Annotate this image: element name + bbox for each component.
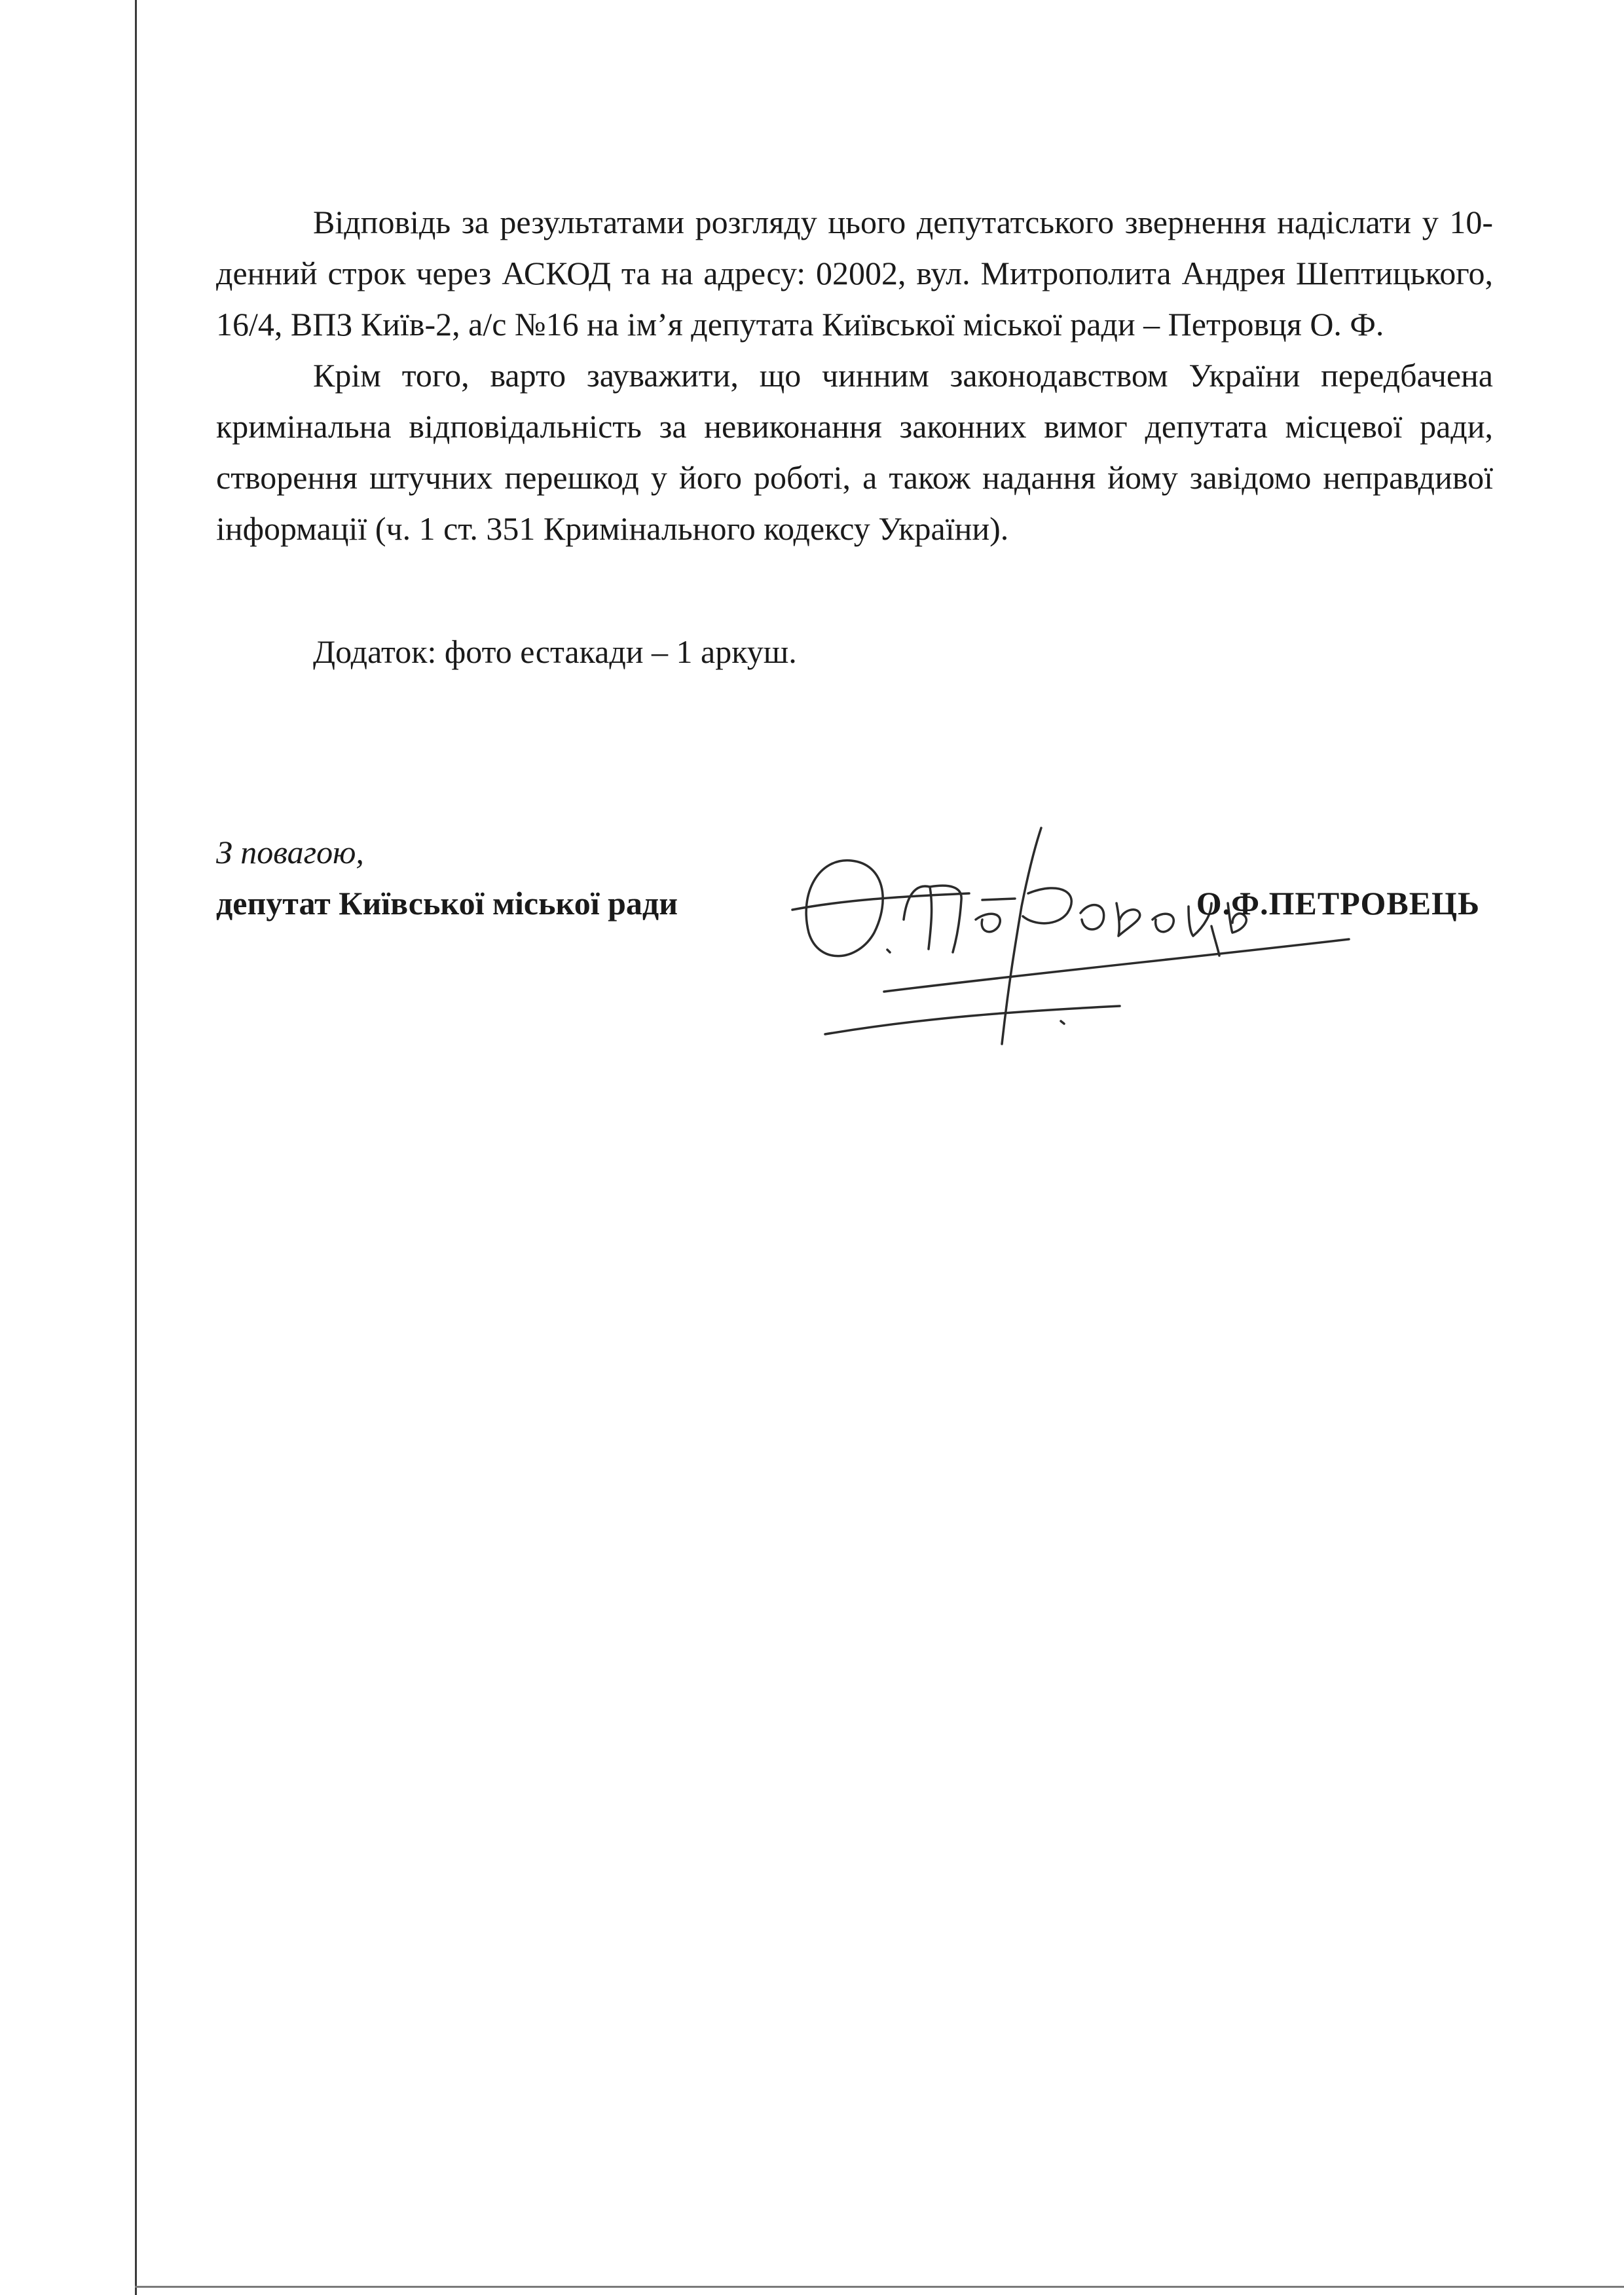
scan-edge-left [135, 0, 137, 2295]
attachment-note: Додаток: фото естакади – 1 аркуш. [313, 633, 797, 670]
regards-line: З повагою, [216, 834, 364, 870]
paragraph-response-request: Відповідь за результатами розгляду цього депутатського звернення надіслати у 10-денний строк через АСКОД та на адресу: 02002, вул. Митрополита Андрея Шептицького, 16/4, ВПЗ Київ-2, а/с №16 на ім’я депутата Київської міської ради – Петровця О. Ф. [216, 204, 1493, 343]
closing-block [216, 827, 1493, 1062]
letter-body [216, 196, 1493, 677]
signer-name: О.Ф.ПЕТРОВЕЦЬ [1196, 885, 1480, 922]
handwritten-signature [753, 821, 1382, 1057]
scan-edge-bottom [135, 2286, 1624, 2288]
signer-position: депутат Київської міської ради [216, 885, 678, 922]
paragraph-liability-notice: Крім того, варто зауважити, що чинним законодавством України передбачена кримінальна відповідальність за невиконання законних вимог депутата місцевої ради, створення штучних перешкод у його роботі, а також надання йому завідомо неправдивої інформації (ч. 1 ст. 351 Кримінального кодексу України). [216, 357, 1493, 547]
